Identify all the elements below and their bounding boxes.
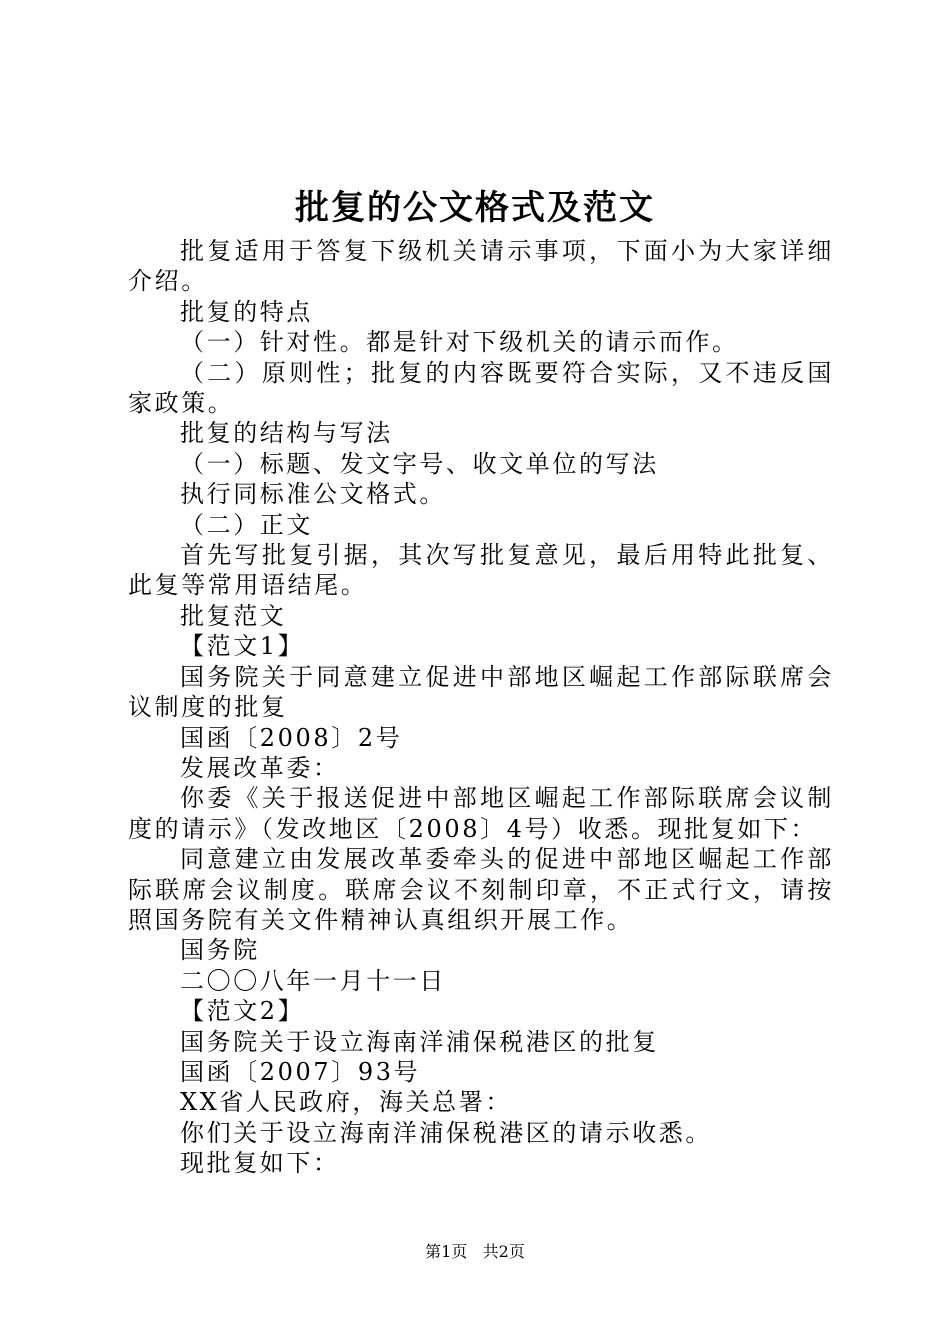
paragraph: 首先写批复引据，其次写批复意见，最后用特此批复、此复等常用语结尾。 bbox=[128, 541, 834, 600]
paragraph: 你委《关于报送促进中部地区崛起工作部际联席会议制度的请示》（发改地区〔2008〕4号）收悉。现批复如下： bbox=[128, 784, 834, 843]
document-title: 批复的公文格式及范文 bbox=[295, 188, 655, 228]
paragraph: 你们关于设立海南洋浦保税港区的请示收悉。 bbox=[180, 1118, 712, 1147]
paragraph: 批复的特点 bbox=[180, 297, 313, 326]
page-footer bbox=[0, 1240, 950, 1264]
document-body bbox=[128, 236, 834, 1179]
paragraph: 批复适用于答复下级机关请示事项，下面小为大家详细介绍。 bbox=[128, 237, 834, 296]
paragraph: 国务院 bbox=[180, 936, 260, 965]
paragraph: 【范文1】 bbox=[180, 632, 305, 661]
paragraph: 二〇〇八年一月十一日 bbox=[180, 966, 446, 995]
paragraph: 现批复如下： bbox=[180, 1149, 340, 1178]
paragraph: 国务院关于同意建立促进中部地区崛起工作部际联席会议制度的批复 bbox=[128, 662, 834, 722]
paragraph: 批复的结构与写法 bbox=[180, 419, 393, 448]
page-total: 共2页 bbox=[482, 1242, 525, 1261]
paragraph: （一）标题、发文字号、收文单位的写法 bbox=[180, 449, 659, 478]
paragraph: 执行同标准公文格式。 bbox=[180, 480, 446, 509]
paragraph: （一）针对性。都是针对下级机关的请示而作。 bbox=[180, 328, 739, 357]
paragraph: 批复范文 bbox=[180, 601, 287, 630]
paragraph: 国函〔2008〕2号 bbox=[180, 723, 403, 752]
paragraph: 发展改革委： bbox=[180, 753, 340, 782]
paragraph: XX省人民政府，海关总署： bbox=[180, 1088, 512, 1117]
paragraph: 国函〔2007〕93号 bbox=[180, 1057, 421, 1086]
paragraph: 同意建立由发展改革委牵头的促进中部地区崛起工作部际联席会议制度。联席会议不刻制印章，不正式行文，请按照国务院有关文件精神认真组织开展工作。 bbox=[128, 845, 834, 934]
paragraph: 国务院关于设立海南洋浦保税港区的批复 bbox=[180, 1027, 659, 1056]
paragraph: （二）原则性；批复的内容既要符合实际，又不违反国家政策。 bbox=[128, 358, 834, 418]
page-number: 第1页 bbox=[425, 1242, 468, 1261]
paragraph: 【范文2】 bbox=[180, 997, 305, 1026]
paragraph: （二）正文 bbox=[180, 510, 313, 539]
